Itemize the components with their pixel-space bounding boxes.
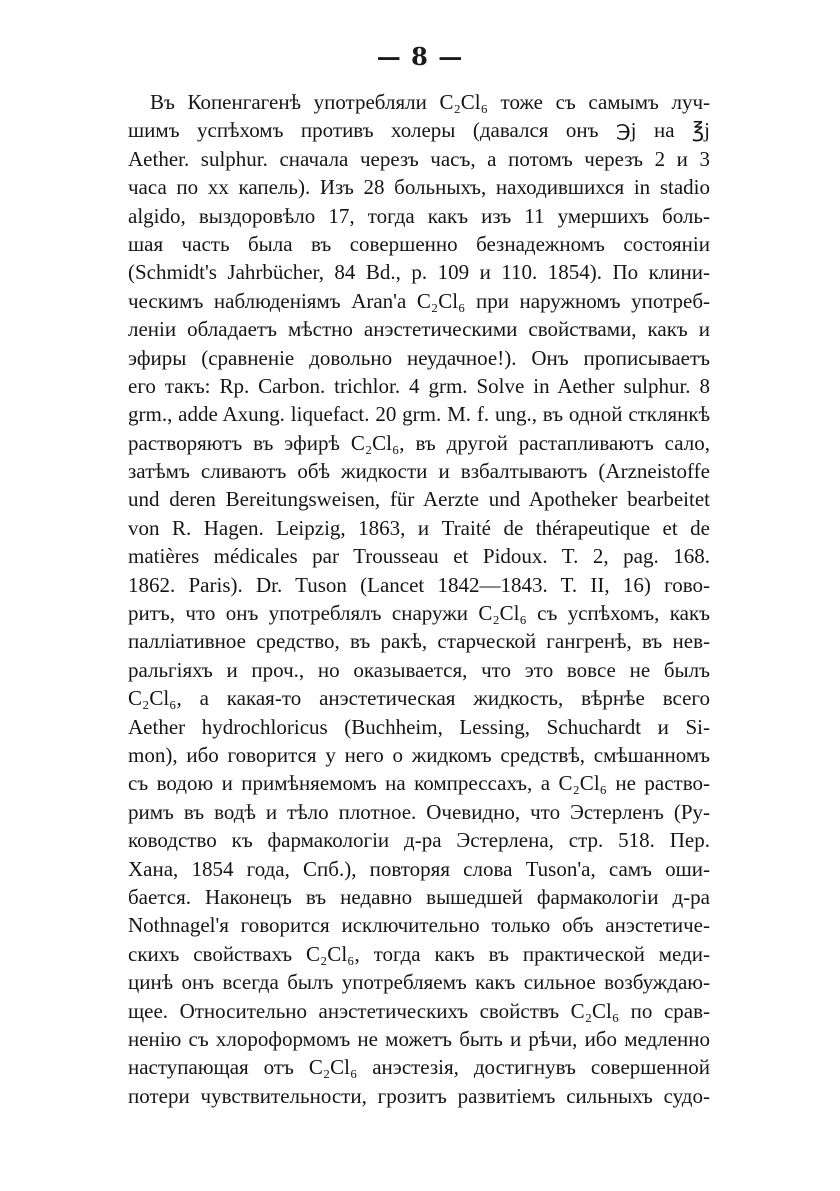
text-line: эфиры (сравненіе довольно неудачное!). Онъ прописываетъ: [128, 345, 710, 370]
text-line: Aether. sulphur. сначала черезъ часъ, а потомъ черезъ 2 и 3: [128, 146, 710, 171]
text-line: grm., adde Axung. liquefact. 20 grm. M. f. ung., въ одной стклянкѣ: [128, 402, 710, 427]
text-line: потери чувствительности, грозитъ развитіемъ сильныхъ судо-: [128, 1083, 710, 1108]
text-line: algido, выздоровѣло 17, тогда какъ изъ 11 умершихъ боль-: [128, 203, 710, 228]
text-line: затѣмъ сливаютъ обѣ жидкости и взбалтываютъ (Arzneistoffe: [128, 459, 710, 484]
text-line: Въ Копенгагенѣ употребляли C₂Cl₆ тоже съ самымъ луч-: [150, 90, 710, 114]
text-line: часа по xx капель). Изъ 28 больныхъ, находившихся in stadio: [128, 175, 710, 200]
text-line: (Schmidt's Jahrbücher, 84 Bd., p. 109 и 110. 1854). По клини-: [128, 260, 710, 285]
text-line: скихъ свойствахъ C₂Cl₆, тогда какъ въ практической меди-: [128, 941, 710, 966]
body-text: [128, 88, 710, 1110]
text-line: ческимъ наблюденіямъ Aran'a C₂Cl₆ при наружномъ употреб-: [128, 288, 710, 313]
text-line: ральгіяхъ и проч., но оказывается, что это вовсе не былъ: [128, 657, 710, 682]
text-line: von R. Hagen. Leipzig, 1863, и Traité de thérapeutique et de: [128, 515, 710, 540]
text-line: und deren Bereitungsweisen, für Aerzte und Apotheker bearbeitet: [128, 487, 710, 512]
text-line: съ водою и примѣняемомъ на компрессахъ, а C₂Cl₆ не раство-: [128, 771, 710, 796]
text-line: Хана, 1854 года, Спб.), повторяя слова Tuson'a, самъ оши-: [128, 856, 710, 881]
text-line: ритъ, что онъ употреблялъ снаружи C₂Cl₆ съ успѣхомъ, какъ: [128, 601, 710, 626]
text-line: наступающая отъ C₂Cl₆ анэстезія, достигнувъ совершенной: [128, 1055, 710, 1080]
page-number: — 8 —: [376, 42, 464, 71]
text-line: цинѣ онъ всегда былъ употребляемъ какъ сильное возбуждаю-: [128, 970, 710, 995]
text-line: бается. Наконецъ въ недавно вышедшей фармакологіи д-ра: [128, 884, 710, 909]
text-line: ненію съ хлороформомъ не можетъ быть и рѣчи, ибо медленно: [128, 1026, 710, 1051]
text-line: щее. Относительно анэстетическихъ свойствъ C₂Cl₆ по срав-: [128, 998, 710, 1023]
text-line: C₂Cl₆, а какая-то анэстетическая жидкость, вѣрнѣе всего: [128, 686, 710, 711]
text-line: римъ въ водѣ и тѣло плотное. Очевидно, что Эстерленъ (Ру-: [128, 799, 710, 824]
text-line: Aether hydrochloricus (Buchheim, Lessing, Schuchardt и Si-: [128, 714, 710, 739]
text-line: Nothnagel'я говорится исключительно только объ анэстетиче-: [128, 913, 710, 938]
text-line: 1862. Paris). Dr. Tuson (Lancet 1842—1843. T. II, 16) гово-: [128, 572, 710, 597]
text-line: палліативное средство, въ ракѣ, старческой гангренѣ, въ нев-: [128, 629, 710, 654]
text-line: matières médicales par Trousseau et Pidoux. T. 2, pag. 168.: [128, 544, 710, 569]
text-line: шая часть была въ совершенно безнадежномъ состояніи: [128, 231, 710, 256]
text-line: ководство къ фармакологіи д-ра Эстерлена, стр. 518. Пер.: [128, 828, 710, 853]
text-line: шимъ успѣхомъ противъ холеры (давался онъ ℈j на ℥j: [128, 118, 710, 143]
text-line: его такъ: Rp. Carbon. trichlor. 4 grm. Solve in Aether sulphur. 8: [128, 373, 710, 398]
text-line: mon), ибо говорится у него о жидкомъ средствѣ, смѣшанномъ: [128, 742, 710, 767]
text-line: леніи обладаетъ мѣстно анэстетическими свойствами, какъ и: [128, 317, 710, 342]
text-line: растворяютъ въ эфирѣ C₂Cl₆, въ другой растапливаютъ сало,: [128, 430, 710, 455]
